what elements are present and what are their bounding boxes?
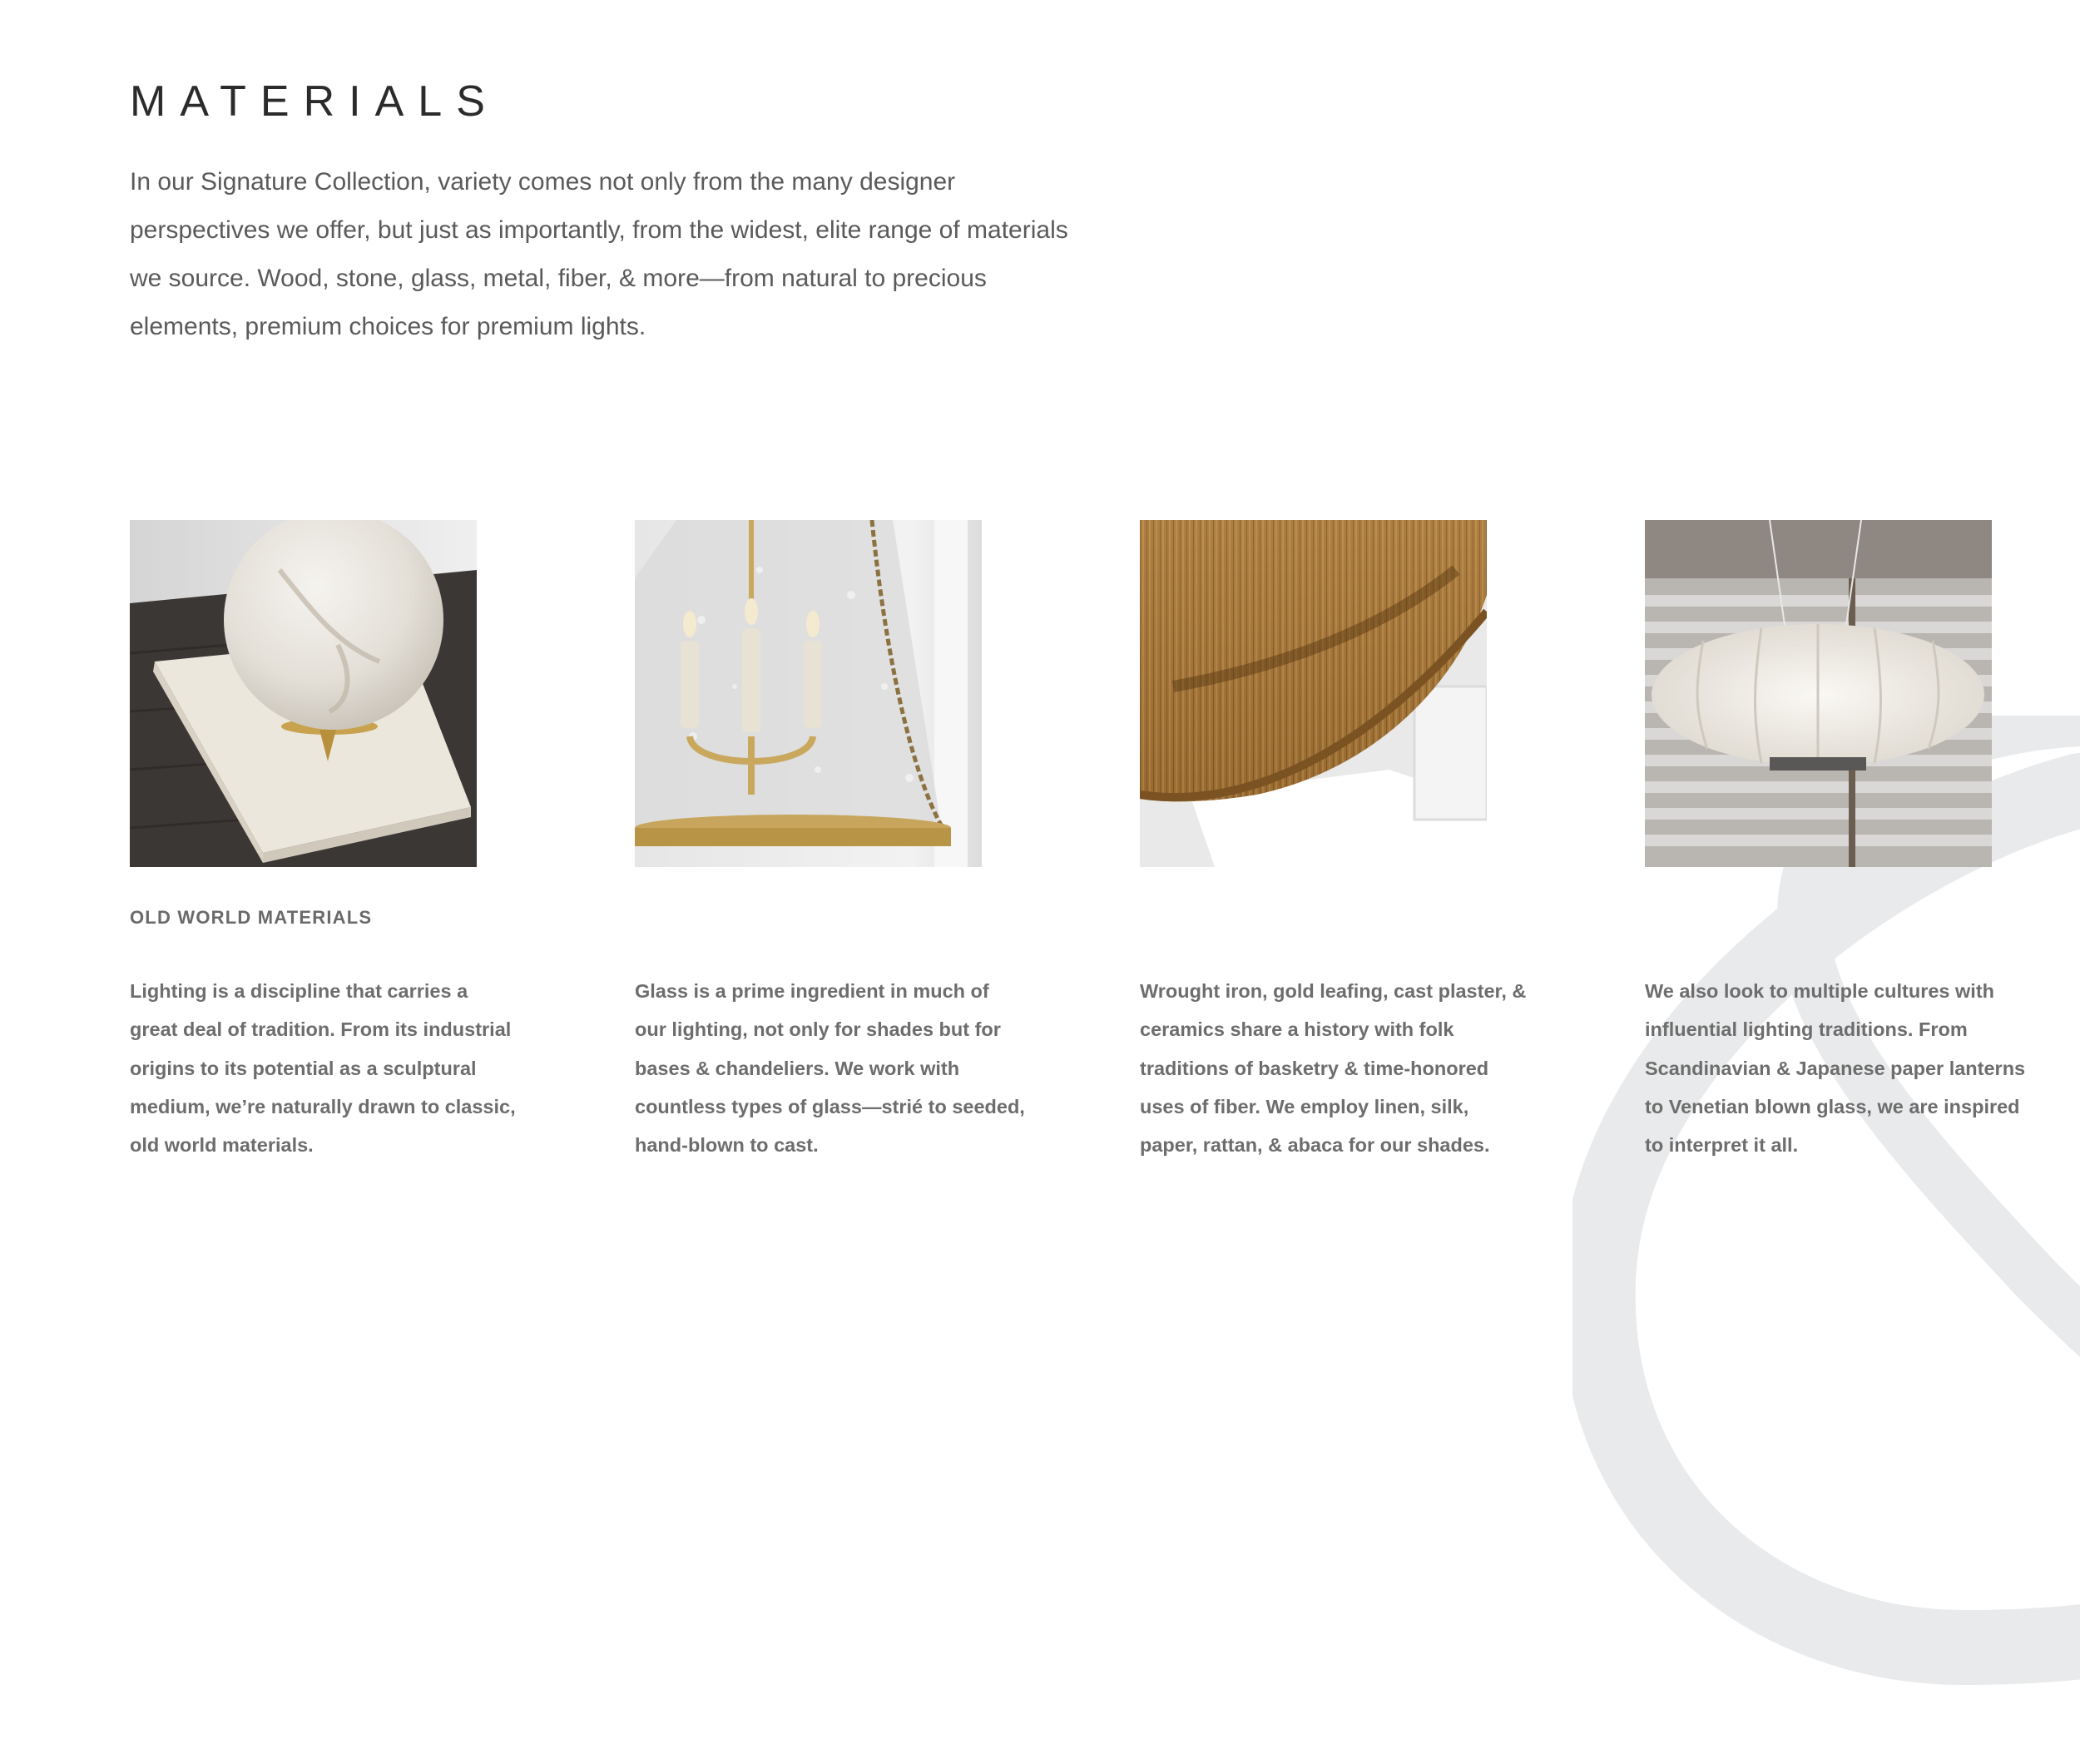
material-card-glass [635, 520, 1026, 1164]
card-title [1645, 907, 2036, 932]
intro-paragraph: In our Signature Collection, variety comes not only from the many designer perspectives we offer, but just as importantly, from the widest, elite range of materials we source. Wood, stone, glass, metal, fiber, & more—from natural to precious elements, premium choices for premium lights. [130, 168, 1068, 340]
card-description: We also look to multiple cultures with influential lighting traditions. From Scandinavian & Japanese paper lanterns to Venetian blown glass, we are inspired to interpret it all. [1645, 980, 2026, 1157]
glass-lantern-image [635, 520, 982, 867]
rattan-pendant-image [1140, 520, 1487, 867]
material-card-cultures [1645, 520, 2036, 1164]
material-card-old-world [130, 520, 521, 1164]
card-description: Glass is a prime ingredient in much of our lighting, not only for shades but for bases & chandeliers. We work with countless types of glass—strié to seeded, hand-blown to cast. [635, 980, 1025, 1157]
card-description: Wrought iron, gold leafing, cast plaster, & ceramics share a history with folk traditions of basketry & time-honored uses of fiber. We employ linen, silk, paper, rattan, & abaca for our shades. [1140, 980, 1527, 1157]
alabaster-lamp-image [130, 520, 477, 867]
page-title: MATERIALS [130, 77, 499, 126]
paper-lantern-image [1645, 520, 1992, 867]
card-description: Lighting is a discipline that carries a great deal of tradition. From its industrial origins to its potential as a sculptural medium, we’re naturally drawn to classic, old world materials. [130, 980, 516, 1157]
card-title [635, 907, 1026, 932]
material-card-fiber [1140, 520, 1531, 1164]
card-title [1140, 907, 1531, 932]
card-title: OLD WORLD MATERIALS [130, 907, 373, 928]
